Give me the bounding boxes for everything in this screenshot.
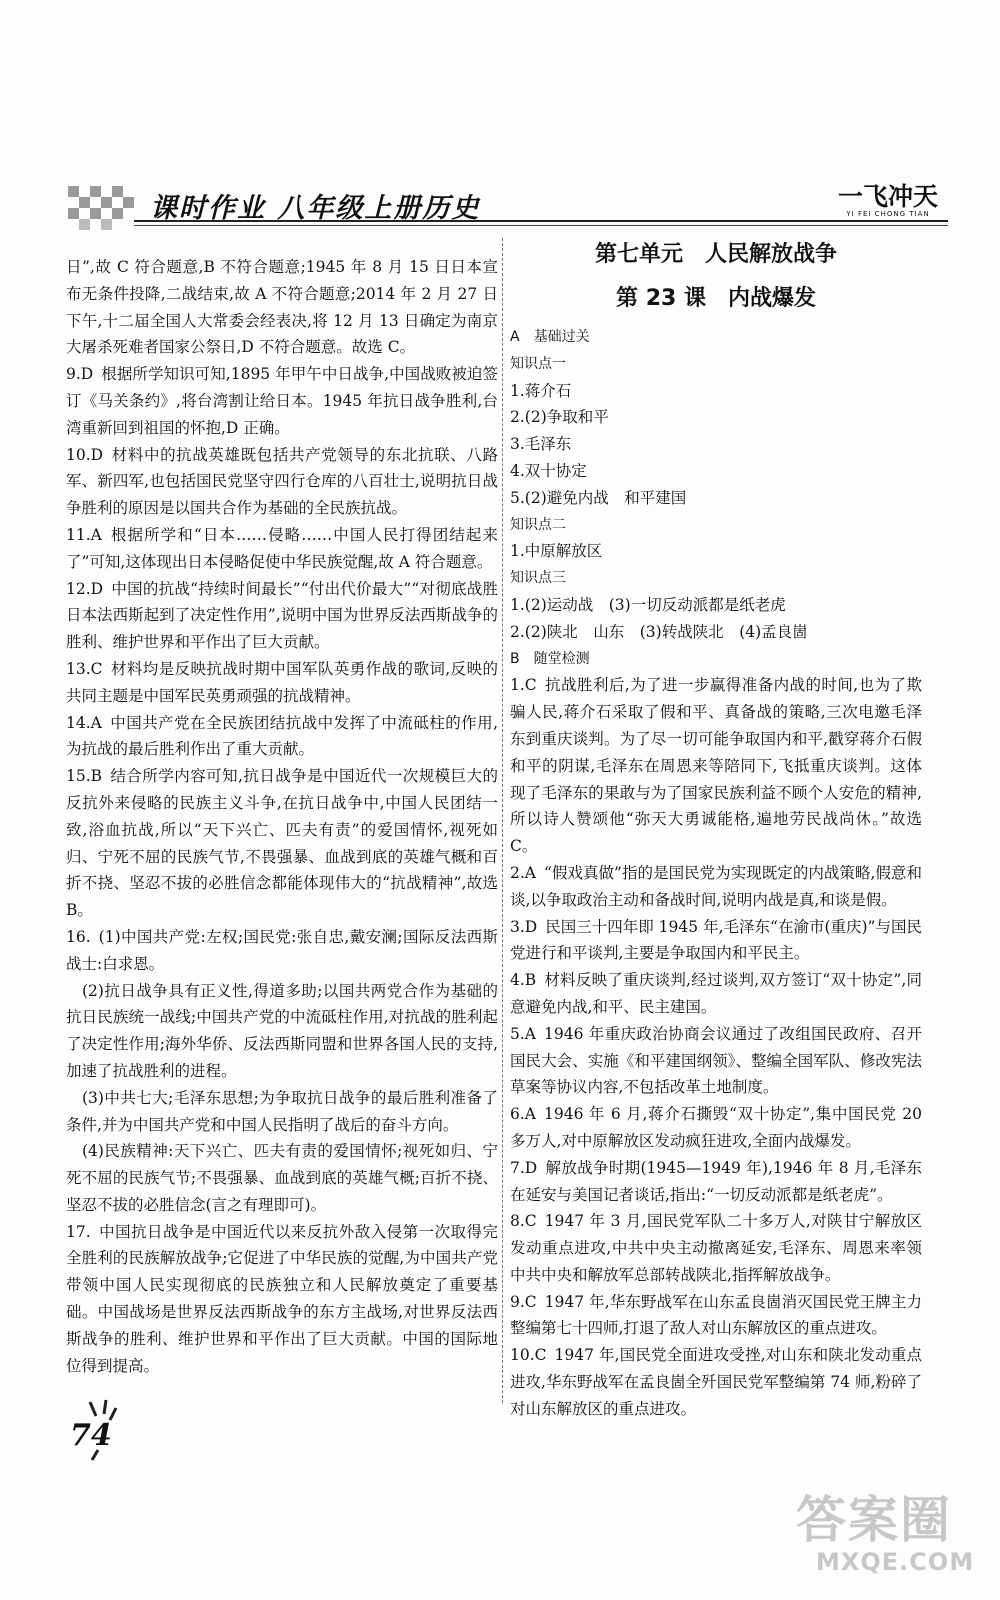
brand-name: 一飞冲天	[837, 182, 938, 211]
left-column	[66, 254, 498, 1379]
header-rule	[134, 220, 948, 222]
check-answer-2: 2.A “假戏真做”指的是国民党为实现既定的内战策略,假意和谈,以争取政治主动和备战时间,说明内战是真,和谈是假。	[510, 863, 922, 909]
answer-10: 10.D 材料中的抗战英雄既包括共产党领导的东北抗联、八路军、新四军,也包括国民党坚守四行仓库的八百壮士,说明抗日战争胜利的原因是以国共合作为基础的全民族抗战。	[66, 445, 498, 518]
page-number: 74	[70, 1418, 112, 1453]
answer-12: 12.D 中国的抗战“持续时间最长”“付出代价最大”“对彻底战胜日本法西斯起到了决定性作用”,说明中国为世界反法西斯战争的胜利、维护世界和平作出了巨大贡献。	[66, 579, 498, 652]
watermark-logo	[786, 1480, 986, 1590]
watermark-url: MXQE.COM	[816, 1548, 975, 1576]
check-answer-3: 3.D 民国三十四年即 1945 年,毛泽东“在渝市(重庆)”与国民党进行和平谈判,主要是争取国内和平民主。	[510, 917, 922, 963]
knowledge-point-2: 知识点二	[510, 516, 566, 533]
check-answer-6: 6.A 1946 年 6 月,蒋介石撕毁“双十协定”,集中国民党 20 多万人,对中原解放区发动疯狂进攻,全面内战爆发。	[510, 1105, 922, 1150]
check-answer-7: 7.D 解放战争时期(1945—1949 年),1946 年 8 月,毛泽东在延安与美国记者谈话,指出:“一切反动派都是纸老虎”。	[510, 1158, 922, 1204]
section-b-heading: B 随堂检测	[510, 650, 590, 667]
answer-17: 17. 中国抗日战争是中国近代以来反抗外敌入侵第一次取得完全胜利的民族解放战争;它促进了中华民族的觉醒,为中国共产党带领中国人民实现彻底的民族独立和人民解放奠定了重要基础。中国战场是世界反法西斯战争的东方主战场,对世界反法西斯战争的胜利、维护世界和平作出了巨大贡献。中国的国际地位得到提高。	[66, 1222, 498, 1375]
page-header	[68, 176, 948, 234]
kp1-item: 1.蒋介石	[510, 381, 572, 400]
answer-16: 16. (1)中国共产党:左权;国民党:张自忠,戴安澜;国际反法西斯战士:白求恩。	[66, 927, 498, 973]
kp1-item: 3.毛泽东	[510, 435, 572, 454]
continued-answer: 日”,故 C 符合题意,B 不符合题意;1945 年 8 月 15 日日本宣布无条件投降,二战结束,故 A 不符合题意;2014 年 2 月 27 日下午,十二届全国人大常委会经表决,将 12 月 13 日确定为南京大屠杀死难者国家公祭日,D 不符合题意。故选 C。	[66, 258, 498, 357]
answer-13: 13.C 材料均是反映抗战时期中国军队英勇作战的歌词,反映的共同主题是中国军民英勇顽强的抗战精神。	[66, 659, 498, 705]
check-answer-8: 8.C 1947 年 3 月,国民党军队二十多万人,对陕甘宁解放区发动重点进攻,中共中央主动撤离延安,毛泽东、周恩来率领中共中央和解放军总部转战陕北,指挥解放战争。	[510, 1212, 922, 1284]
brand-logo	[838, 184, 938, 218]
answer-14: 14.A 中国共产党在全民族团结抗战中发挥了中流砥柱的作用,为抗战的最后胜利作出了重大贡献。	[66, 713, 498, 759]
kp2-item: 1.中原解放区	[510, 542, 603, 561]
check-answer-5: 5.A 1946 年重庆政治协商会议通过了改组国民政府、召开国民大会、实施《和平建国纲领》、整编全国军队、修改宪法草案等协议内容,不包括改革土地制度。	[510, 1024, 922, 1097]
kp1-item: 4.双十协定	[510, 461, 587, 480]
answer-16-part-2: (2)抗日战争具有正义性,得道多助;以国共两党合作为基础的抗日民族统一战线;中国共产党的中流砥柱作用,对抗战的胜利起了决定性作用;海外华侨、反法西斯同盟和世界各国人民的支持,加速了抗战胜利的进程。	[66, 981, 498, 1080]
kp1-item: 2.(2)争取和平	[510, 408, 609, 427]
brand-pinyin: YI FEI CHONG TIAN	[846, 210, 930, 218]
answer-15: 15.B 结合所学内容可知,抗日战争是中国近代一次规模巨大的反抗外来侵略的民族主义斗争,在抗日战争中,中国人民团结一致,浴血抗战,所以“天下兴亡、匹夫有责”的爱国情怀,视死如归、宁死不屈的民族气节,不畏强暴、血战到底的英雄气概和百折不挠、坚忍不拔的必胜信念都能体现伟大的“抗战精神”,故选 B。	[66, 767, 498, 920]
answer-16-part-3: (3)中共七大;毛泽东思想;为争取抗日战争的最后胜利准备了条件,并为中国共产党和中国人民指明了战后的奋斗方向。	[66, 1088, 498, 1134]
checker-decoration	[68, 186, 134, 232]
answer-9: 9.D 根据所学知识可知,1895 年甲午中日战争,中国战败被迫签订《马关条约》,将台湾割让给日本。1945 年抗日战争胜利,台湾重新回到祖国的怀抱,D 正确。	[66, 365, 498, 437]
lesson-title: 第 23 课 内战爆发	[616, 286, 816, 311]
kp1-item: 5.(2)避免内战 和平建国	[510, 488, 687, 507]
knowledge-point-1: 知识点一	[510, 355, 566, 372]
kp3-item: 2.(2)陕北 山东 (3)转战陕北 (4)孟良崮	[510, 622, 808, 641]
answer-16-part-4: (4)民族精神:天下兴亡、匹夫有责的爱国情怀;视死如归、宁死不屈的民族气节;不畏强暴、血战到底的英雄气概;百折不挠、坚忍不拔的必胜信念(言之有理即可)。	[66, 1142, 498, 1214]
unit-title: 第七单元 人民解放战争	[594, 242, 837, 267]
watermark-text: 答案圈	[796, 1491, 952, 1549]
column-divider	[502, 238, 503, 1403]
check-answer-10: 10.C 1947 年,国民党全面进攻受挫,对山东和陕北发动重点进攻,华东野战军在孟良崮全歼国民党军整编第 74 师,粉碎了对山东解放区的重点进攻。	[510, 1346, 922, 1418]
check-answer-1: 1.C 抗战胜利后,为了进一步赢得准备内战的时间,也为了欺骗人民,蒋介石采取了假和平、真备战的策略,三次电邀毛泽东到重庆谈判。为了尽一切可能争取国内和平,戳穿蒋介石假和平的阴谋,毛泽东在周恩来等陪同下,飞抵重庆谈判。这体现了毛泽东的果敢与为了国家民族利益不顾个人安危的精神,所以诗人赞颂他“弥天大勇诚能格,遍地劳民战尚休。”故选 C。	[510, 676, 922, 856]
kp3-item: 1.(2)运动战 (3)一切反动派都是纸老虎	[510, 595, 786, 614]
header-rule-thin	[134, 225, 948, 226]
header-title: 课时作业 八年级上册历史	[150, 193, 481, 224]
answer-11: 11.A 根据所学和“日本……侵略……中国人民打得团结起来了”可知,这体现出日本侵略促使中华民族觉醒,故 A 符合题意。	[66, 525, 498, 571]
check-answer-4: 4.B 材料反映了重庆谈判,经过谈判,双方签订“双十协定”,同意避免内战,和平、民主建国。	[510, 971, 922, 1016]
section-a-heading: A 基础过关	[510, 329, 590, 345]
right-column	[510, 232, 922, 1423]
knowledge-point-3: 知识点三	[510, 570, 566, 587]
check-answer-9: 9.C 1947 年,华东野战军在山东孟良崮消灭国民党王牌主力整编第七十四师,打退了敌人对山东解放区的重点进攻。	[510, 1292, 922, 1338]
